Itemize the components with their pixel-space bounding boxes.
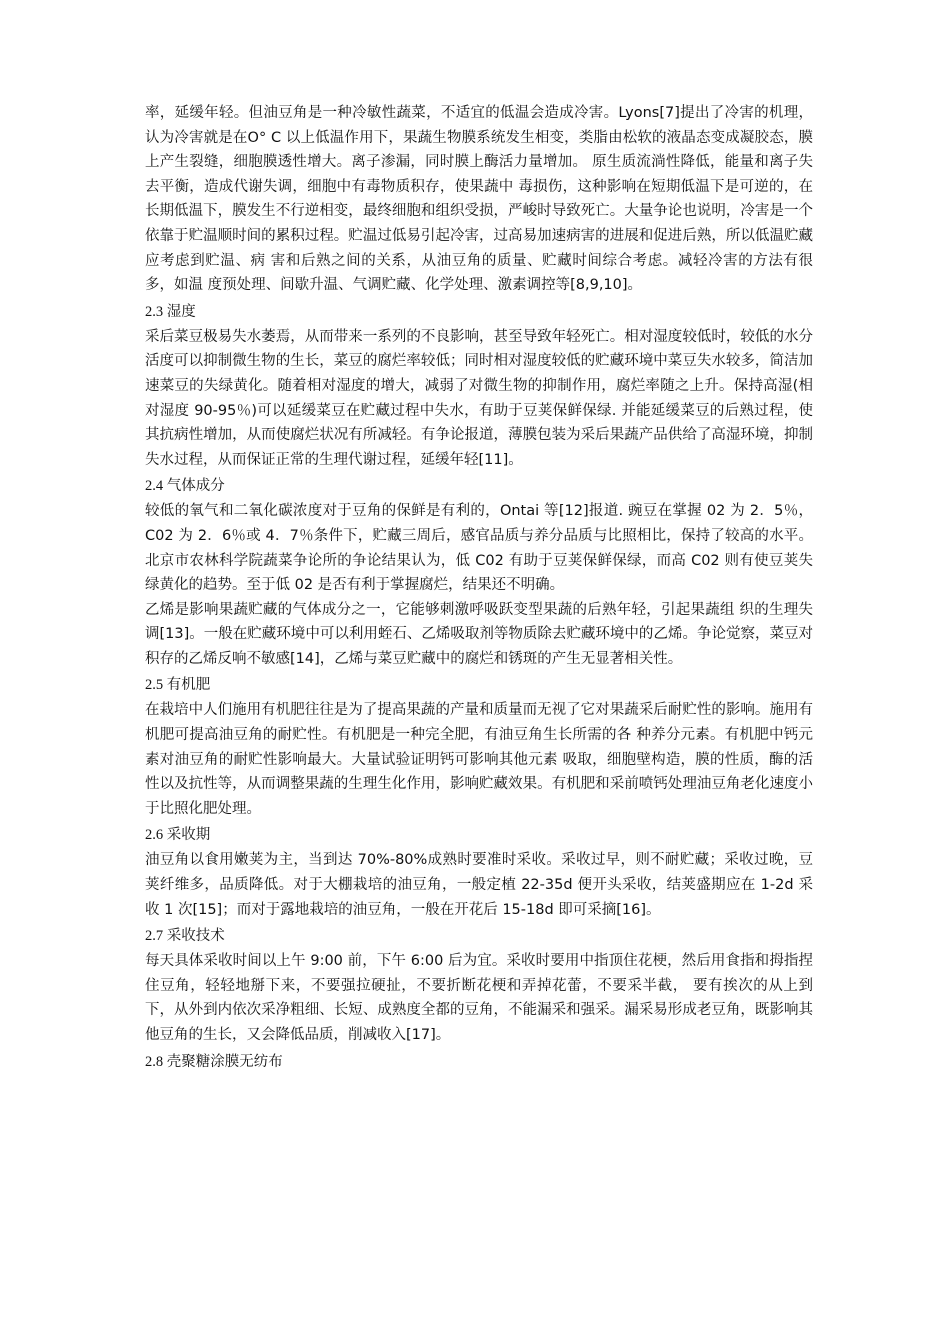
paragraph-harvest-period: 油豆角以食用嫩荚为主，当到达 70%-80%成熟时要准时采收。采收过早，则不耐贮藏；采收过晚，豆荚纤维多，品质降低。对于大棚栽培的油豆角，一般定植 22-35d 便开头采收，结荚盛期应在 1-2d 采收 1 次[15]；而对于露地栽培的油豆角，一般在开花后 15-18d 即可采摘[16]。 bbox=[145, 852, 813, 918]
section-heading-harvest-technique: 2.7 采收技术 bbox=[145, 928, 225, 945]
paragraph-gas-ethylene: 乙烯是影响果蔬贮藏的气体成分之一，它能够刺激呼吸跃变型果蔬的后熟年轻，引起果蔬组 织的生理失调[13]。一般在贮藏环境中可以利用蛭石、乙烯吸取剂等物质除去贮藏环境中的乙烯。争论觉察，菜豆对积存的乙烯反响不敏感[14]，乙烯与菜豆贮藏中的腐烂和锈斑的产生无显著相关性。 bbox=[145, 601, 813, 667]
paragraph-organic-fertilizer: 在栽培中人们施用有机肥往往是为了提高果蔬的产量和质量而无视了它对果蔬采后耐贮性的影响。施用有机肥可提高油豆角的耐贮性。有机肥是一种完全肥，有油豆角生长所需的各 种养分元素。有机肥中钙元素对油豆角的耐贮性影响最大。大量试验证明钙可影响其他元素 吸取，细胞壁构造，膜的性质，酶的活性以及抗性等，从而调整果蔬的生理生化作用，影响贮藏效果。有机肥和采前喷钙处理油豆角老化速度小于比照化肥处理。 bbox=[145, 702, 813, 817]
paragraph-gas-oxygen: 较低的氧气和二氧化碳浓度对于豆角的保鲜是有利的，Ontai 等[12]报道. 豌豆在掌握 02 为 2．5％，C02 为 2．6％或 4．7％条件下，贮藏三周后，感官品质与养分品质与比照相比，保持了较高的水平。北京市农林科学院蔬菜争论所的争论结果认为，低 C02 有助于豆荚保鲜保绿，而高 C02 则有使豆荚失绿黄化的趋势。至于低 02 是否有利于掌握腐烂，结果还不明确。 bbox=[145, 503, 813, 594]
section-heading-harvest-period: 2.6 采收期 bbox=[145, 827, 211, 844]
paragraph-cold-injury: 率，延缓年轻。但油豆角是一种冷敏性蔬菜，不适宜的低温会造成冷害。Lyons[7]提出了冷害的机理，认为冷害就是在O° C 以上低温作用下，果蔬生物膜系统发生相变，类脂由松软的液晶态变成凝胶态，膜上产生裂缝，细胞膜透性增大。离子渗漏，同时膜上酶活力量增加。 原生质流淌性降低，能量和离子失去平衡，造成代谢失调，细胞中有毒物质积存，使果蔬中 毒损伤，这种影响在短期低温下是可逆的，在长期低温下，膜发生不行逆相变，最终细胞和组织受损，严峻时导致死亡。大量争论也说明，冷害是一个依靠于贮温顺时间的累积过程。贮温过低易引起冷害，过高易加速病害的进展和促进后熟，所以低温贮藏应考虑到贮温、病 害和后熟之间的关系，从油豆角的质量、贮藏时间综合考虑。减轻冷害的方法有很多，如温 度预处理、间歇升温、气调贮藏、化学处理、激素调控等[8,9,10]。 bbox=[145, 105, 813, 294]
section-heading-gas: 2.4 气体成分 bbox=[145, 478, 225, 495]
section-heading-organic-fertilizer: 2.5 有机肥 bbox=[145, 677, 211, 694]
section-heading-humidity: 2.3 湿度 bbox=[145, 303, 196, 320]
document-body bbox=[145, 101, 813, 1075]
section-heading-chitosan: 2.8 壳聚糖涂膜无纺布 bbox=[145, 1053, 283, 1070]
paragraph-harvest-technique: 每天具体采收时间以上午 9:00 前，下午 6:00 后为宜。采收时要用中指顶住花梗，然后用食指和拇指捏住豆角，轻轻地掰下来，不要强拉硬扯，不要折断花梗和弄掉花蕾，不要采半截， 要有挨次的从上到下，从外到内依次采净粗细、长短、成熟度全都的豆角，不能漏采和强采。漏采易形成老豆角，既影响其他豆角的生长，又会降低品质，削减收入[17]。 bbox=[145, 953, 813, 1043]
paragraph-humidity: 采后菜豆极易失水萎焉，从而带来一系列的不良影响，甚至导致年轻死亡。相对湿度较低时，较低的水分活度可以抑制微生物的生长，菜豆的腐烂率较低；同时相对湿度较低的贮藏环境中菜豆失水较多，简洁加速菜豆的失绿黄化。随着相对湿度的增大，减弱了对微生物的抑制作用，腐烂率随之上升。保持高湿(相对湿度 90-95％)可以延缓菜豆在贮藏过程中失水，有助于豆荚保鲜保绿. 并能延缓菜豆的后熟过程，使其抗病性增加，从而使腐烂状况有所减轻。有争论报道，薄膜包装为采后果蔬产品供给了高湿环境，抑制失水过程，从而保证正常的生理代谢过程，延缓年轻[11]。 bbox=[145, 328, 813, 468]
